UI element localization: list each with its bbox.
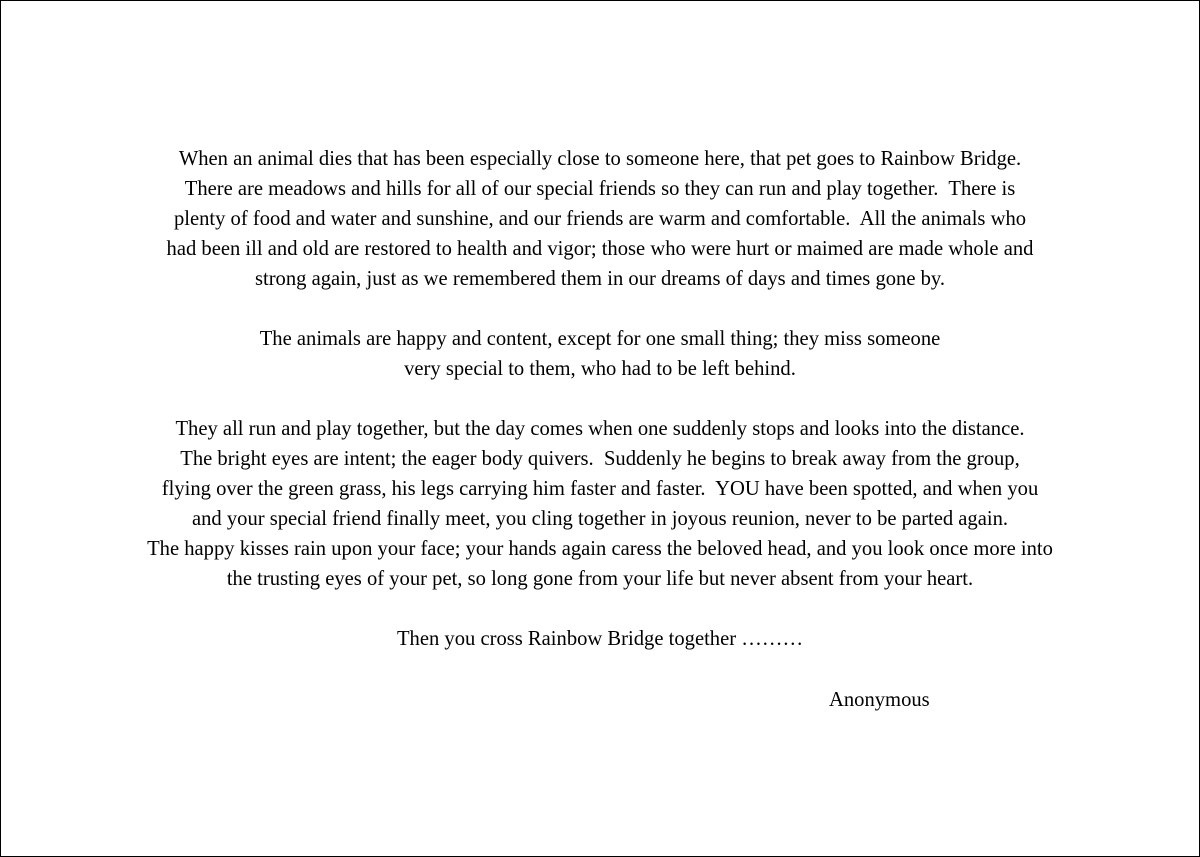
text-line: Then you cross Rainbow Bridge together ……… [396,628,804,650]
paragraph-3 [1,414,1199,594]
text-line: the trusting eyes of your pet, so long gone from your life but never absent from your heart. [226,568,974,590]
text-line: When an animal dies that has been especially close to someone here, that pet goes to Rainbow Bridge. [178,148,1022,170]
text-line: and your special friend finally meet, you cling together in joyous reunion, never to be parted again. [191,508,1009,530]
text-line: There are meadows and hills for all of our special friends so they can run and play together. There is [184,178,1016,200]
text-line: strong again, just as we remembered them in our dreams of days and times gone by. [254,268,946,290]
text-line: plenty of food and water and sunshine, and our friends are warm and comfortable. All the animals who [173,208,1027,230]
text-line: very special to them, who had to be left behind. [404,358,796,380]
paragraph-1 [1,144,1199,294]
text-line: flying over the green grass, his legs carrying him faster and faster. YOU have been spotted, and when you [161,478,1039,500]
signature: Anonymous [829,689,930,711]
text-line: had been ill and old are restored to health and vigor; those who were hurt or maimed are made whole and [166,238,1034,260]
paragraph-2 [1,324,1199,384]
text-line: They all run and play together, but the day comes when one suddenly stops and looks into the distance. [175,418,1025,440]
paragraph-4 [1,624,1199,654]
text-line: The happy kisses rain upon your face; your hands again caress the beloved head, and you look once more into [147,538,1053,560]
text-line: The animals are happy and content, except for one small thing; they miss someone [259,328,941,350]
text-line: The bright eyes are intent; the eager body quivers. Suddenly he begins to break away from the group, [180,448,1020,470]
